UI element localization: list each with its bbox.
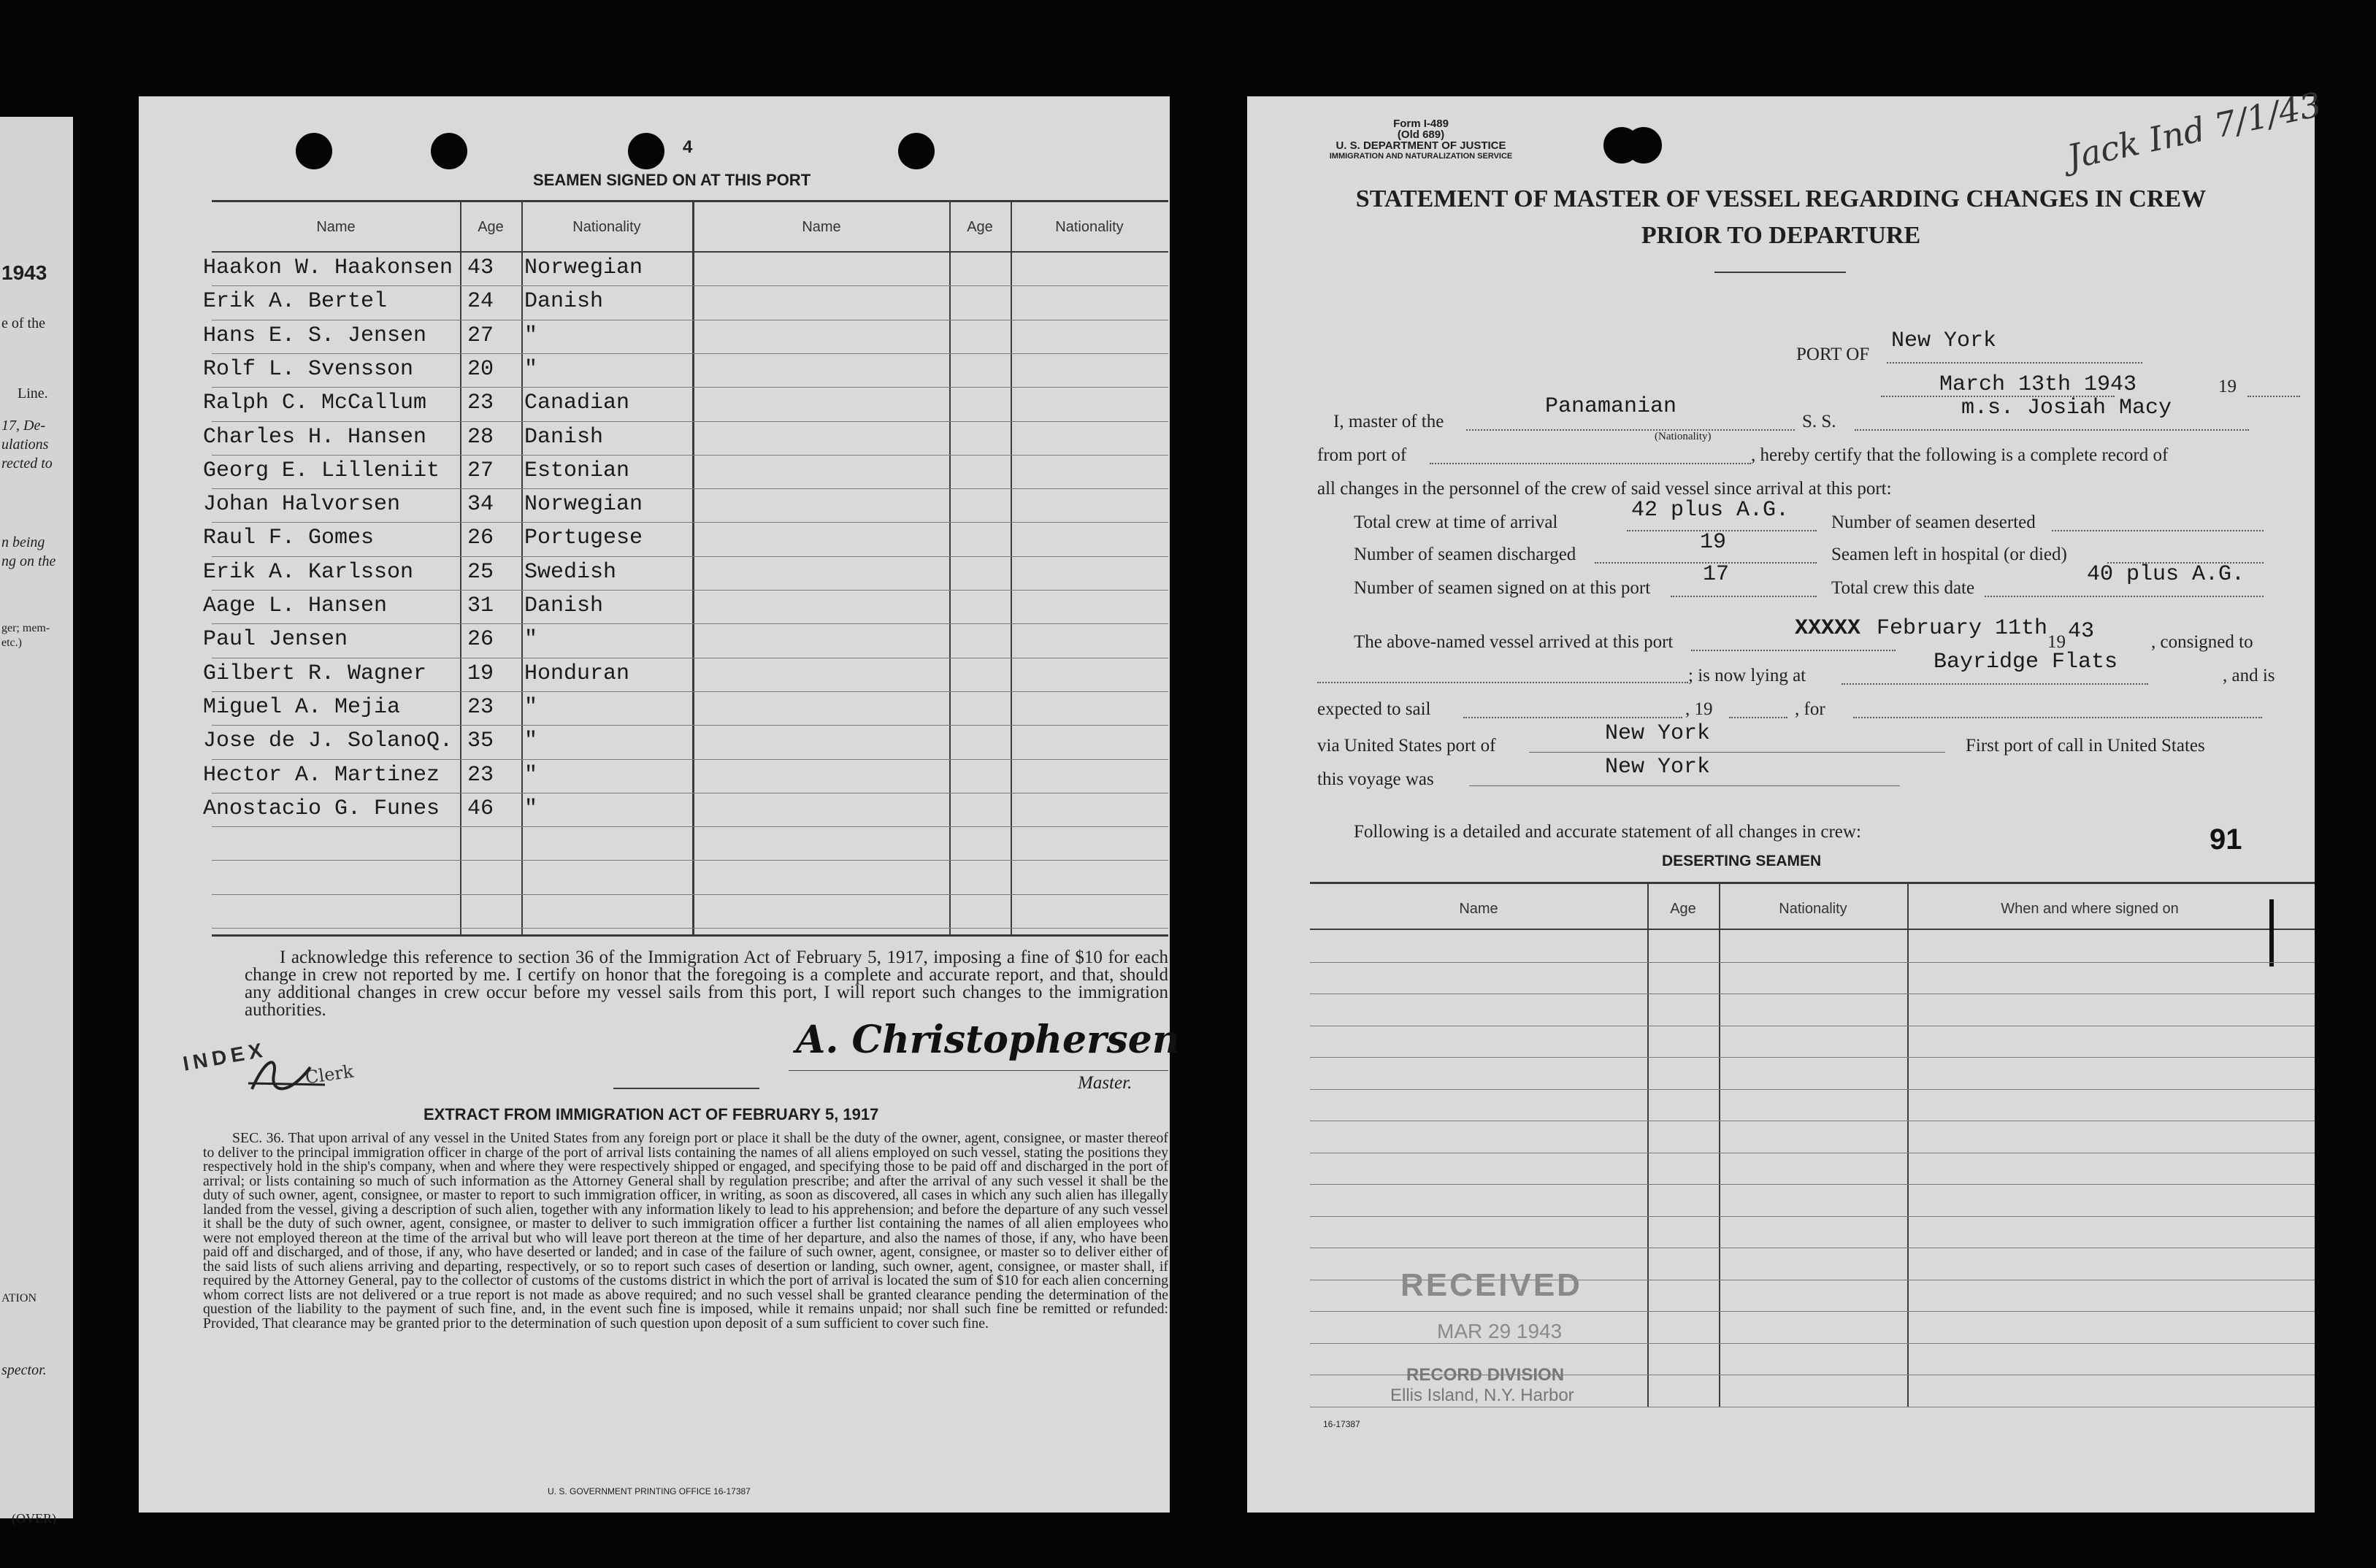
and-is-label: , and is [2223, 666, 2275, 685]
seaman-nationality: Norwegian [524, 255, 643, 280]
master-signature: A. Christophersen [796, 1018, 1180, 1062]
deserting-column-age: Age [1670, 901, 1696, 917]
seaman-age: 20 [467, 356, 494, 382]
certify-text: , hereby certify that the following is a complete record of [1751, 445, 2169, 465]
form-title-line1: STATEMENT OF MASTER OF VESSEL REGARDING CHANGES IN CREW [1355, 185, 2207, 212]
following-text: Following is a detailed and accurate statement of all changes in crew: [1354, 822, 1861, 842]
arrived-date: February 11th [1877, 616, 2048, 641]
seaman-age: 43 [467, 255, 494, 280]
count-label-total-date: Total crew this date [1831, 578, 1975, 598]
nationality-label: (Nationality) [1655, 431, 1712, 442]
first-port-label: First port of call in United States [1966, 736, 2205, 756]
punch-hole [898, 133, 935, 169]
department: U. S. DEPARTMENT OF JUSTICE [1335, 139, 1506, 152]
seaman-name: Hans E. S. Jensen [203, 323, 427, 348]
seaman-age: 23 [467, 762, 494, 788]
master-label: Master. [1078, 1073, 1133, 1093]
seaman-age: 23 [467, 391, 494, 416]
right-page [1247, 84, 2325, 1513]
via-value: New York [1605, 721, 1711, 746]
column-header-name-2: Name [802, 219, 841, 235]
date-value: March 13th 1943 [1939, 372, 2137, 397]
from-port-label: from port of [1317, 445, 1407, 465]
received-stamp: RECEIVED [1400, 1267, 1582, 1303]
port-label: PORT OF [1796, 345, 1870, 364]
strip-fragment: ATION [1, 1292, 37, 1304]
seaman-age: 46 [467, 796, 494, 821]
punch-hole [628, 133, 664, 169]
count-label-deserted: Number of seamen deserted [1831, 512, 2036, 532]
form-title-line2: PRIOR TO DEPARTURE [1641, 222, 1921, 249]
form-old-number: (Old 689) [1397, 128, 1445, 141]
table-row [1310, 1184, 2315, 1185]
port-value: New York [1891, 328, 1997, 353]
seaman-nationality: " [524, 762, 538, 788]
expected-year-prefix: , 19 [1685, 699, 1713, 719]
seaman-age: 19 [467, 661, 494, 686]
lying-label: ; is now lying at [1688, 666, 1806, 685]
seaman-nationality: " [524, 627, 538, 653]
seaman-name: Haakon W. Haakonsen [203, 255, 453, 280]
index-stamp: INDEX [181, 1038, 269, 1075]
seaman-age: 25 [467, 559, 494, 585]
received-stamp-location: Ellis Island, N.Y. Harbor [1390, 1386, 1574, 1405]
page-reference-number: 91 [2210, 823, 2242, 856]
ss-label: S. S. [1802, 412, 1836, 431]
changes-text: all changes in the personnel of the crew of said vessel since arrival at this port: [1317, 479, 1892, 499]
seaman-nationality: Honduran [524, 661, 630, 686]
seaman-age: 23 [467, 694, 494, 720]
seaman-name: Aage L. Hansen [203, 593, 388, 618]
strip-fragment: ng on the [1, 553, 56, 569]
strip-fragment-year: 1943 [1, 261, 47, 284]
seaman-age: 35 [467, 729, 494, 754]
deserting-title: DESERTING SEAMEN [1662, 853, 1822, 869]
deserting-column-nationality: Nationality [1779, 901, 1847, 917]
column-header-nationality: Nationality [572, 219, 641, 235]
received-stamp-date: MAR 29 1943 [1437, 1320, 1563, 1342]
seaman-nationality: " [524, 356, 538, 382]
via-label: via United States port of [1317, 736, 1496, 756]
clerk-label: Clerk [304, 1061, 355, 1088]
column-header-age: Age [478, 219, 504, 235]
seaman-nationality: " [524, 796, 538, 821]
extract-title: EXTRACT FROM IMMIGRATION ACT OF FEBRUARY 5, 1917 [424, 1105, 879, 1123]
column-header-age-2: Age [967, 219, 993, 235]
seaman-name: Jose de J. SolanoQ. [203, 729, 453, 754]
seaman-age: 26 [467, 627, 494, 653]
count-label-signed-on: Number of seamen signed on at this port [1354, 578, 1651, 598]
seaman-nationality: Portugese [524, 526, 643, 551]
deserting-column-signed-on: When and where signed on [2001, 901, 2179, 917]
table-row [1310, 1057, 2315, 1058]
service: IMMIGRATION AND NATURALIZATION SERVICE [1329, 152, 1513, 161]
strip-fragment: Line. [18, 385, 48, 401]
arrived-year: 43 [2068, 619, 2095, 644]
extract-text: SEC. 36. That upon arrival of any vessel in the United States from any foreign port or place it shall be the duty of the owner, agent, consignee, or master thereof to deliver to the principal immigration officer in charge of the port of arrival lists containing the names of all aliens employed on such vessel, stating the positions they respectively hold in the ship's company, when and where they were respectively shipped or engaged, and specifying those to be paid off and discharged in the port of arrival; or lists containing so much of such information as the Attorney General shall by regulation prescribe; and after the arrival of any such vessel it shall be the duty of such owner, agent, consignee, or master to report to such immigration officer, in writing, as soon as discovered, all cases in which any such alien has illegally landed from the vessel, giving a description of such alien, together with any information likely to lead to his apprehension; and before the departure of any such vessel it shall be the duty of such owner, agent, consignee, or master to deliver to such immigration officer a further list containing the names of all alien employees who were not employed thereon at the time of the arrival but who will leave port thereon at the time of her departure, and also the names of those, if any, who have been paid off and discharged, and of those, if any, who have deserted or landed; and in case of the failure of such owner, agent, consignee, or master so to deliver either of the said lists of such aliens arriving and departing, respectively, or so to report such cases of desertion or landing, such owner, agent, consignee, or master shall, if required by the Attorney General, pay to the collector of customs of the customs district in which the port of arrival is located the sum of $10 for each alien concerning whom correct lists are not delivered or a true report is not made as above required; and no such vessel shall be granted clearance pending the determination of the question of the liability to the payment of such fine, and, in the event such fine is imposed, while it remains unpaid; nor shall such fine be remitted or refunded: Provided, That clearance may be granted prior to the determination of such question upon deposit of a sum sufficient to cover such fine. [203, 1130, 1168, 1331]
seaman-name: Rolf L. Svensson [203, 356, 414, 382]
footer-code: 16-17387 [1323, 1419, 1360, 1429]
for-label: , for [1795, 699, 1825, 719]
seaman-name: Ralph C. McCallum [203, 391, 427, 416]
seaman-name: Charles H. Hansen [203, 424, 427, 450]
seaman-age: 28 [467, 424, 494, 450]
voyage-value: New York [1605, 755, 1711, 780]
left-page-title: SEAMEN SIGNED ON AT THIS PORT [533, 171, 811, 189]
lying-value: Bayridge Flats [1934, 650, 2118, 675]
punch-hole [296, 133, 332, 169]
seaman-nationality: Danish [524, 424, 604, 450]
seaman-nationality: Swedish [524, 559, 617, 585]
strip-fragment: etc.) [1, 637, 22, 649]
consigned-label: , consigned to [2151, 632, 2253, 652]
count-value-signed-on: 17 [1703, 562, 1730, 587]
arrived-year-prefix: 19 [2047, 632, 2066, 652]
seaman-age: 26 [467, 526, 494, 551]
seaman-name: Georg E. Lilleniit [203, 458, 440, 483]
seaman-name: Anostacio G. Funes [203, 796, 440, 821]
seaman-age: 34 [467, 492, 494, 518]
count-value-discharged: 19 [1700, 530, 1727, 555]
count-label-discharged: Number of seamen discharged [1354, 545, 1576, 564]
seaman-nationality: Norwegian [524, 492, 643, 518]
left-page [139, 96, 1180, 1513]
page-number: 4 [683, 137, 693, 157]
column-header-name: Name [316, 219, 356, 235]
table-row [1310, 1311, 2315, 1312]
form-number: Form I-489 [1393, 118, 1449, 130]
seaman-age: 27 [467, 458, 494, 483]
seaman-name: Erik A. Bertel [203, 289, 388, 315]
arrived-struck: XXXXX [1795, 616, 1861, 641]
seaman-nationality: " [524, 729, 538, 754]
punch-hole [431, 133, 467, 169]
seaman-name: Hector A. Martinez [203, 762, 440, 788]
arrived-label: The above-named vessel arrived at this port [1354, 632, 1674, 652]
strip-fragment: e of the [1, 315, 45, 331]
acknowledgement-text: I acknowledge this reference to section 36 of the Immigration Act of February 5, 1917, imposing a fine of $10 for each change in crew not reported by me. I certify on honor that the foregoing is a complete and accurate report, and that, should any additional changes in crew occur before my vessel sails from this port, I will report such changes to the immigration authorities. [245, 948, 1168, 1020]
corner-annotation: Jack Ind 7/1/43 [2063, 84, 2325, 177]
punch-hole [1625, 127, 1662, 164]
printing-office: U. S. GOVERNMENT PRINTING OFFICE 16-17387 [548, 1486, 751, 1496]
voyage-label: this voyage was [1317, 769, 1434, 789]
seaman-name: Johan Halvorsen [203, 492, 401, 518]
seaman-nationality: Danish [524, 593, 604, 618]
seaman-nationality: Estonian [524, 458, 630, 483]
form-header [1289, 118, 1552, 162]
seaman-name: Erik A. Karlsson [203, 559, 414, 585]
strip-fragment: 17, De- [1, 418, 45, 434]
seaman-name: Paul Jensen [203, 627, 348, 653]
table-row [1310, 1216, 2315, 1217]
count-label-hospital: Seamen left in hospital (or died) [1831, 545, 2067, 564]
column-header-nationality-2: Nationality [1055, 219, 1124, 235]
count-label-total-arrival: Total crew at time of arrival [1354, 512, 1558, 532]
received-stamp-division: RECORD DIVISION [1406, 1365, 1565, 1385]
table-row [1310, 1089, 2315, 1090]
seaman-age: 27 [467, 323, 494, 348]
previous-page-strip [0, 117, 73, 1526]
seaman-name: Gilbert R. Wagner [203, 661, 427, 686]
seaman-nationality: Canadian [524, 391, 630, 416]
expected-label: expected to sail [1317, 699, 1431, 719]
date-year-suffix: 19 [2218, 377, 2237, 396]
deserting-column-name: Name [1459, 901, 1498, 917]
table-row [1310, 962, 2315, 963]
seaman-nationality: Danish [524, 289, 604, 315]
seaman-name: Miguel A. Mejia [203, 694, 401, 720]
strip-fragment: ger; mem- [1, 622, 50, 634]
seaman-name: Raul F. Gomes [203, 526, 375, 551]
strip-fragment: n being [1, 534, 45, 550]
count-value-total-date: 40 plus A.G. [2087, 562, 2245, 587]
strip-fragment: ulations [1, 437, 49, 453]
strip-fragment: spector. [1, 1362, 47, 1378]
seaman-age: 24 [467, 289, 494, 315]
strip-fragment: rected to [1, 456, 53, 472]
seaman-nationality: " [524, 323, 538, 348]
vessel-value: m.s. Josiah Macy [1961, 396, 2172, 420]
seaman-age: 31 [467, 593, 494, 618]
count-value-total-arrival: 42 plus A.G. [1631, 498, 1790, 523]
master-of-label: I, master of the [1333, 412, 1444, 431]
strip-fragment: (OVER) [12, 1511, 56, 1526]
seaman-nationality: " [524, 694, 538, 720]
nationality-value: Panamanian [1545, 394, 1677, 419]
